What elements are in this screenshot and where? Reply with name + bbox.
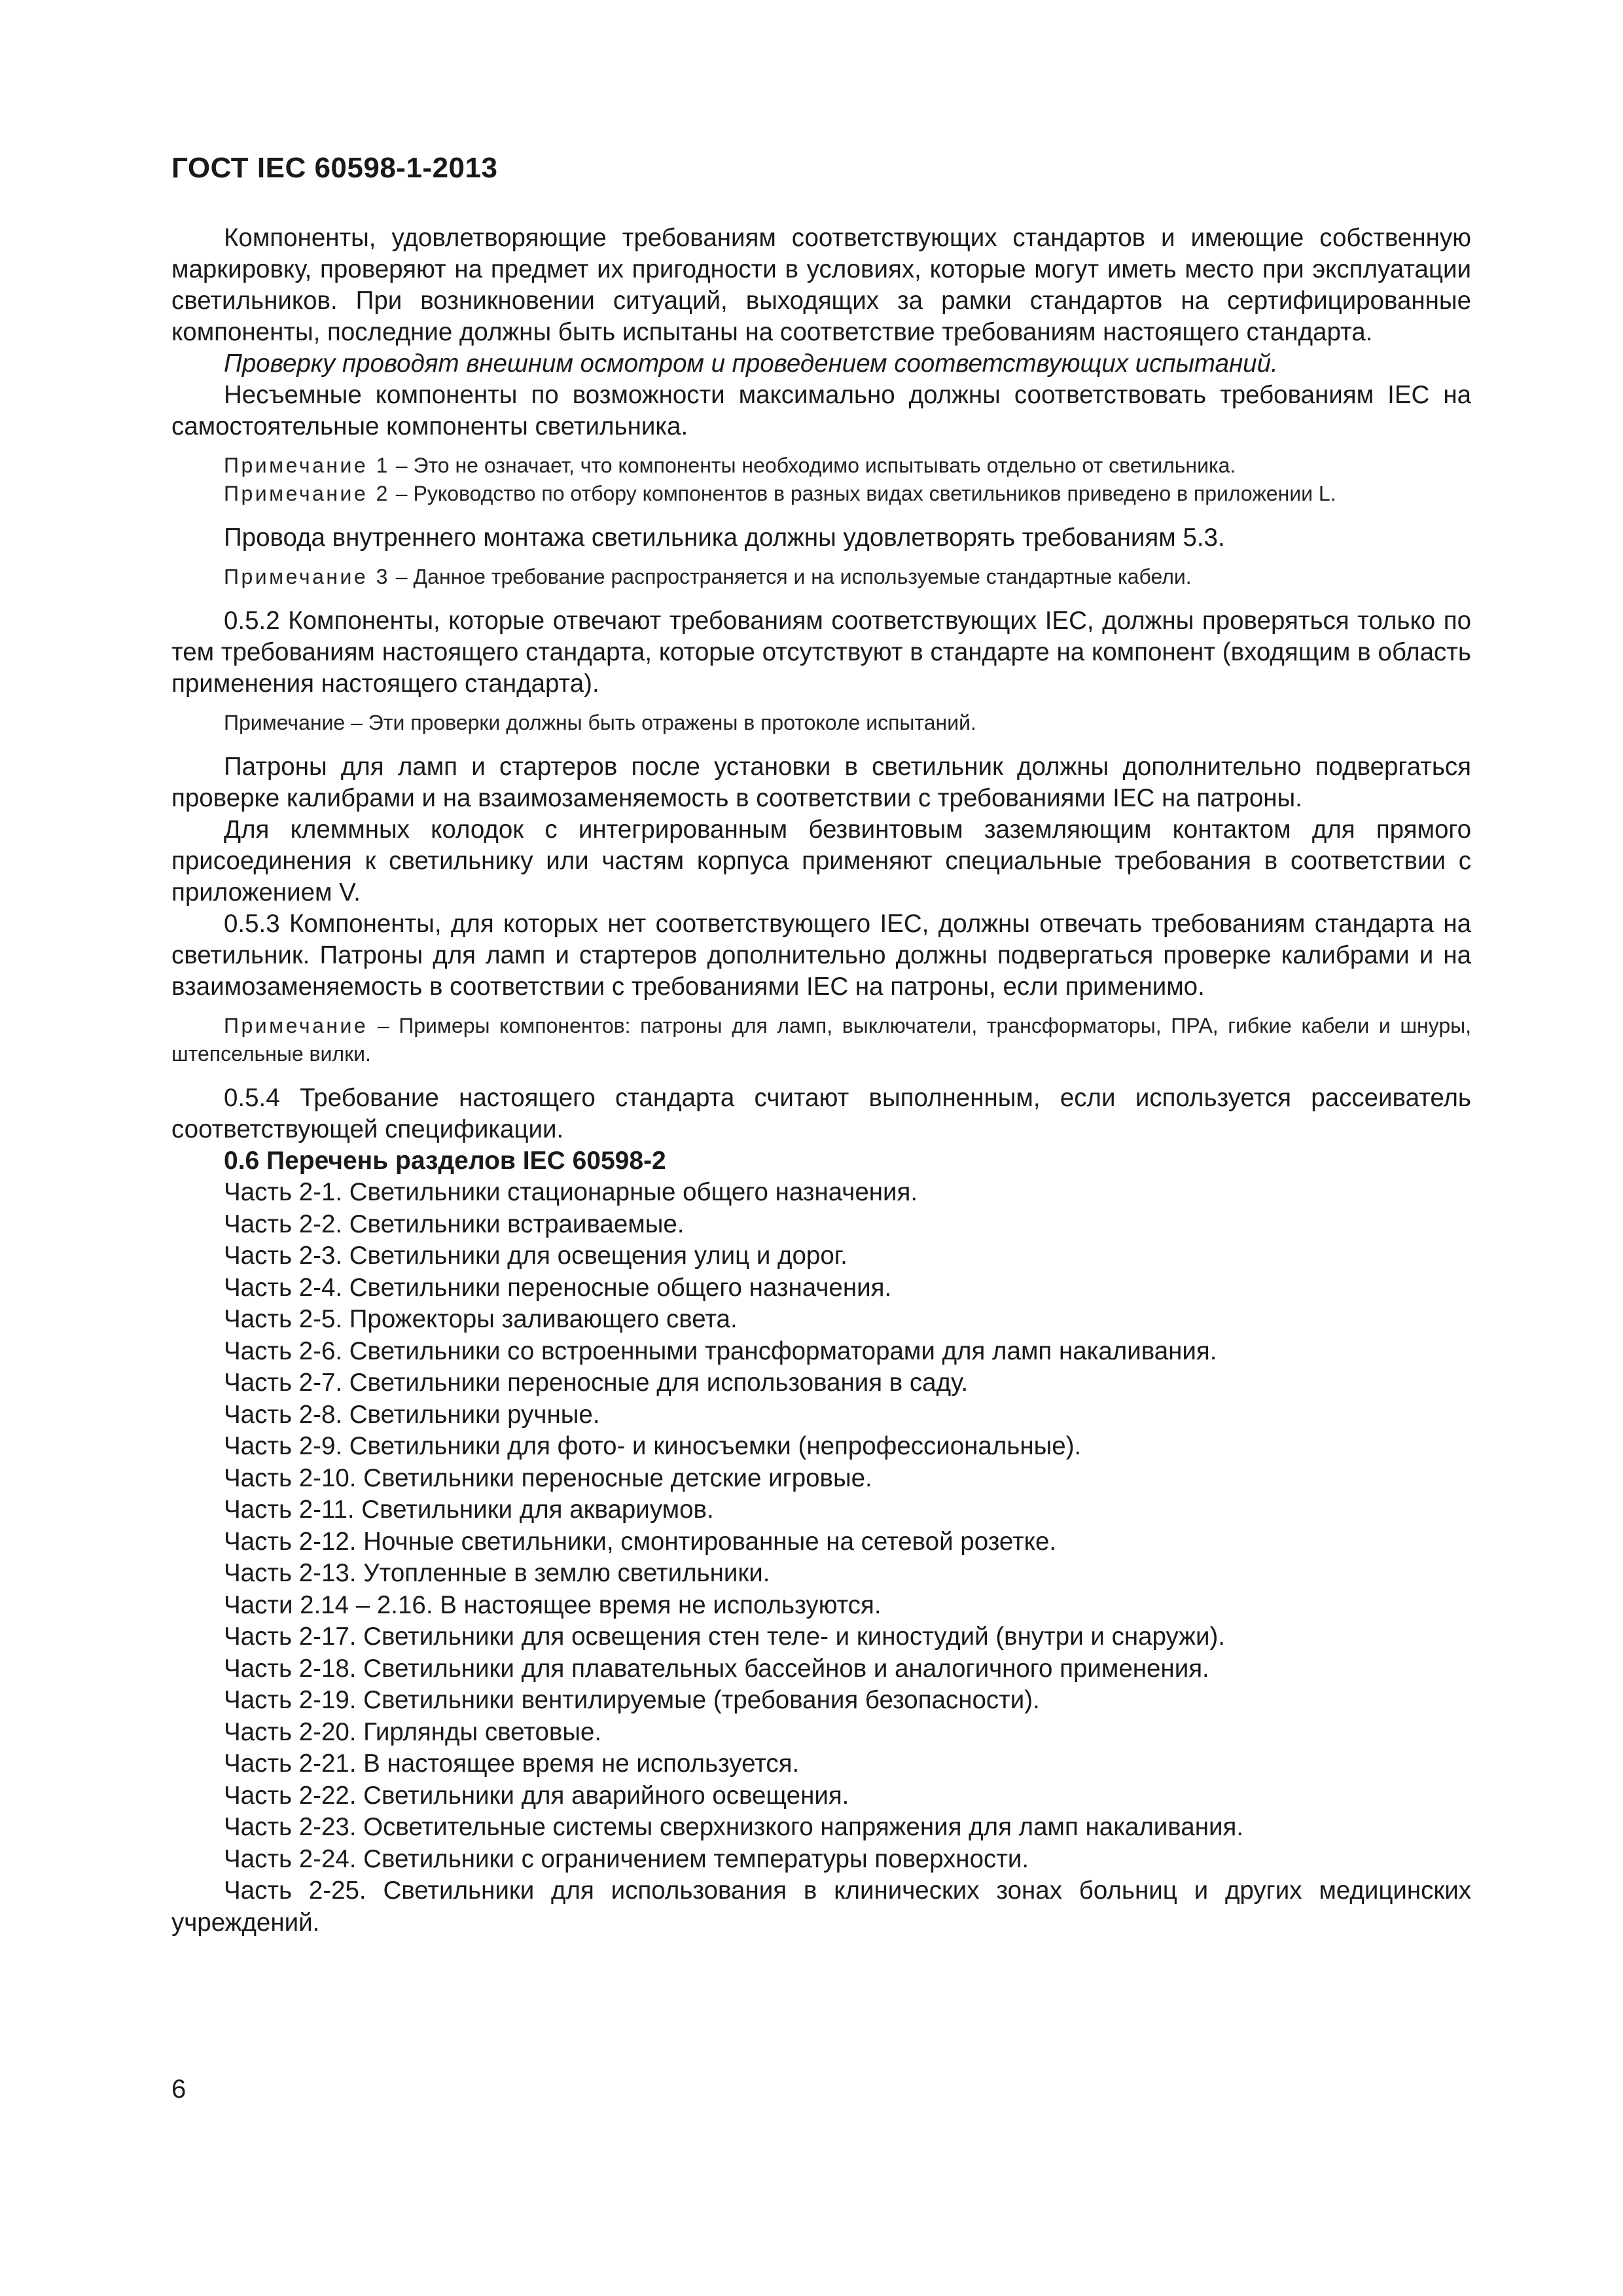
list-item: Часть 2-1. Светильники стационарные общего назначения. [224,1178,918,1206]
list-item: Часть 2-3. Светильники для освещения улиц и дорог. [224,1242,847,1270]
list-item: Части 2.14 – 2.16. В настоящее время не используются. [224,1590,882,1619]
list-item: Часть 2-12. Ночные светильники, смонтированные на сетевой розетке. [224,1527,1057,1556]
paragraph-inspection-method: Проверку проводят внешним осмотром и проведением соответствующих испытаний. [224,350,1278,378]
list-item: Часть 2-21. В настоящее время не используется. [224,1749,800,1778]
note-1 [171,452,1471,480]
note-3-text: – Данное требование распространяется и на используемые стандартные кабели. [389,565,1192,588]
list-item: Часть 2-8. Светильники ручные. [224,1400,600,1429]
list-item: Часть 2-19. Светильники вентилируемые (требования безопасности). [224,1686,1040,1714]
note-1-text: – Это не означает, что компоненты необходимо испытывать отдельно от светильника. [389,454,1236,477]
paragraph-lampholders: Патроны для ламп и стартеров после установки в светильник должны дополнительно подвергаться проверке калибрами и на взаимозаменяемость в соответствии с требованиями IEC на патроны. [171,753,1471,812]
list-item: Часть 2-9. Светильники для фото- и киносъемки (непрофессиональные). [224,1432,1082,1460]
note-5 [171,1012,1471,1068]
list-item: Часть 2-11. Светильники для аквариумов. [224,1496,714,1524]
list-item: Часть 2-2. Светильники встраиваемые. [224,1210,685,1238]
parts-list [171,1177,1471,1939]
paragraph-0-5-2: 0.5.2 Компоненты, которые отвечают требованиям соответствующих IEC, должны проверяться только по тем требованиям настоящего стандарта, которые отсутствуют в стандарте на компонент (входящим в область применения настоящего стандарта). [171,607,1471,698]
paragraph-0-5-4: 0.5.4 Требование настоящего стандарта считают выполненным, если используется рассеиватель соответствующей спецификации. [171,1084,1471,1143]
note-1-label: Примечание 1 [224,454,390,477]
paragraph-terminal-blocks: Для клеммных колодок с интегрированным безвинтовым заземляющим контактом для прямого присоединения к светильнику или частям корпуса применяют специальные требования в соответствии с приложением V. [171,816,1471,906]
paragraph-components-requirements: Компоненты, удовлетворяющие требованиям соответствующих стандартов и имеющие собственную маркировку, проверяют на предмет их пригодности в условиях, которые могут иметь место при эксплуатации светильников. При возникновении ситуаций, выходящих за рамки стандартов на сертифицированные компоненты, последние должны быть испытаны на соответствие требованиям настоящего стандарта. [171,224,1471,346]
note-2-label: Примечание 2 [224,482,390,505]
list-item: Часть 2-18. Светильники для плавательных бассейнов и аналогичного применения. [224,1654,1209,1683]
paragraph-internal-wiring: Провода внутреннего монтажа светильника должны удовлетворять требованиям 5.3. [224,524,1225,552]
list-item: Часть 2-6. Светильники со встроенными трансформаторами для ламп накаливания. [224,1336,1217,1365]
standard-header: ГОСТ IEC 60598-1-2013 [171,152,498,184]
list-item: Часть 2-5. Прожекторы заливающего света. [224,1305,738,1333]
note-4: Примечание – Эти проверки должны быть отражены в протоколе испытаний. [224,711,976,734]
note-3 [171,563,1471,591]
note-5-text: – Примеры компонентов: патроны для ламп, выключатели, трансформаторы, ПРА, гибкие кабели и шнуры, штепсельные вилки. [171,1014,1471,1066]
list-item: Часть 2-10. Светильники переносные детские игровые. [224,1463,872,1492]
section-title-0-6: 0.6 Перечень разделов IEC 60598-2 [224,1147,666,1175]
list-item: Часть 2-22. Светильники для аварийного освещения. [224,1781,849,1810]
page-content [171,223,1471,1939]
paragraph-non-removable-components: Несъемные компоненты по возможности максимально должны соответствовать требованиям IEC на самостоятельные компоненты светильника. [171,381,1471,440]
list-item: Часть 2-20. Гирлянды световые. [224,1717,602,1746]
list-item: Часть 2-24. Светильники с ограничением температуры поверхности. [224,1844,1029,1873]
page-number: 6 [171,2075,187,2104]
list-item: Часть 2-25. Светильники для использования в клинических зонах больниц и других медицинских учреждений. [171,1876,1471,1937]
paragraph-0-5-3: 0.5.3 Компоненты, для которых нет соответствующего IEC, должны отвечать требованиям стандарта на светильник. Патроны для ламп и стартеров дополнительно должны подвергаться проверке калибрами и на взаимозаменяемость в соответствии с требованиями IEC на патроны, если применимо. [171,910,1471,1001]
list-item: Часть 2-23. Осветительные системы сверхнизкого напряжения для ламп накаливания. [224,1813,1244,1841]
note-5-label: Примечание [224,1014,368,1037]
note-2-text: – Руководство по отбору компонентов в разных видах светильников приведено в приложении L. [389,482,1336,505]
note-2 [171,480,1471,508]
list-item: Часть 2-17. Светильники для освещения стен теле- и киностудий (внутри и снаружи). [224,1623,1225,1651]
list-item: Часть 2-4. Светильники переносные общего назначения. [224,1273,892,1302]
list-item: Часть 2-13. Утопленные в землю светильники. [224,1559,770,1587]
note-3-label: Примечание 3 [224,565,390,588]
list-item: Часть 2-7. Светильники переносные для использования в саду. [224,1369,969,1397]
